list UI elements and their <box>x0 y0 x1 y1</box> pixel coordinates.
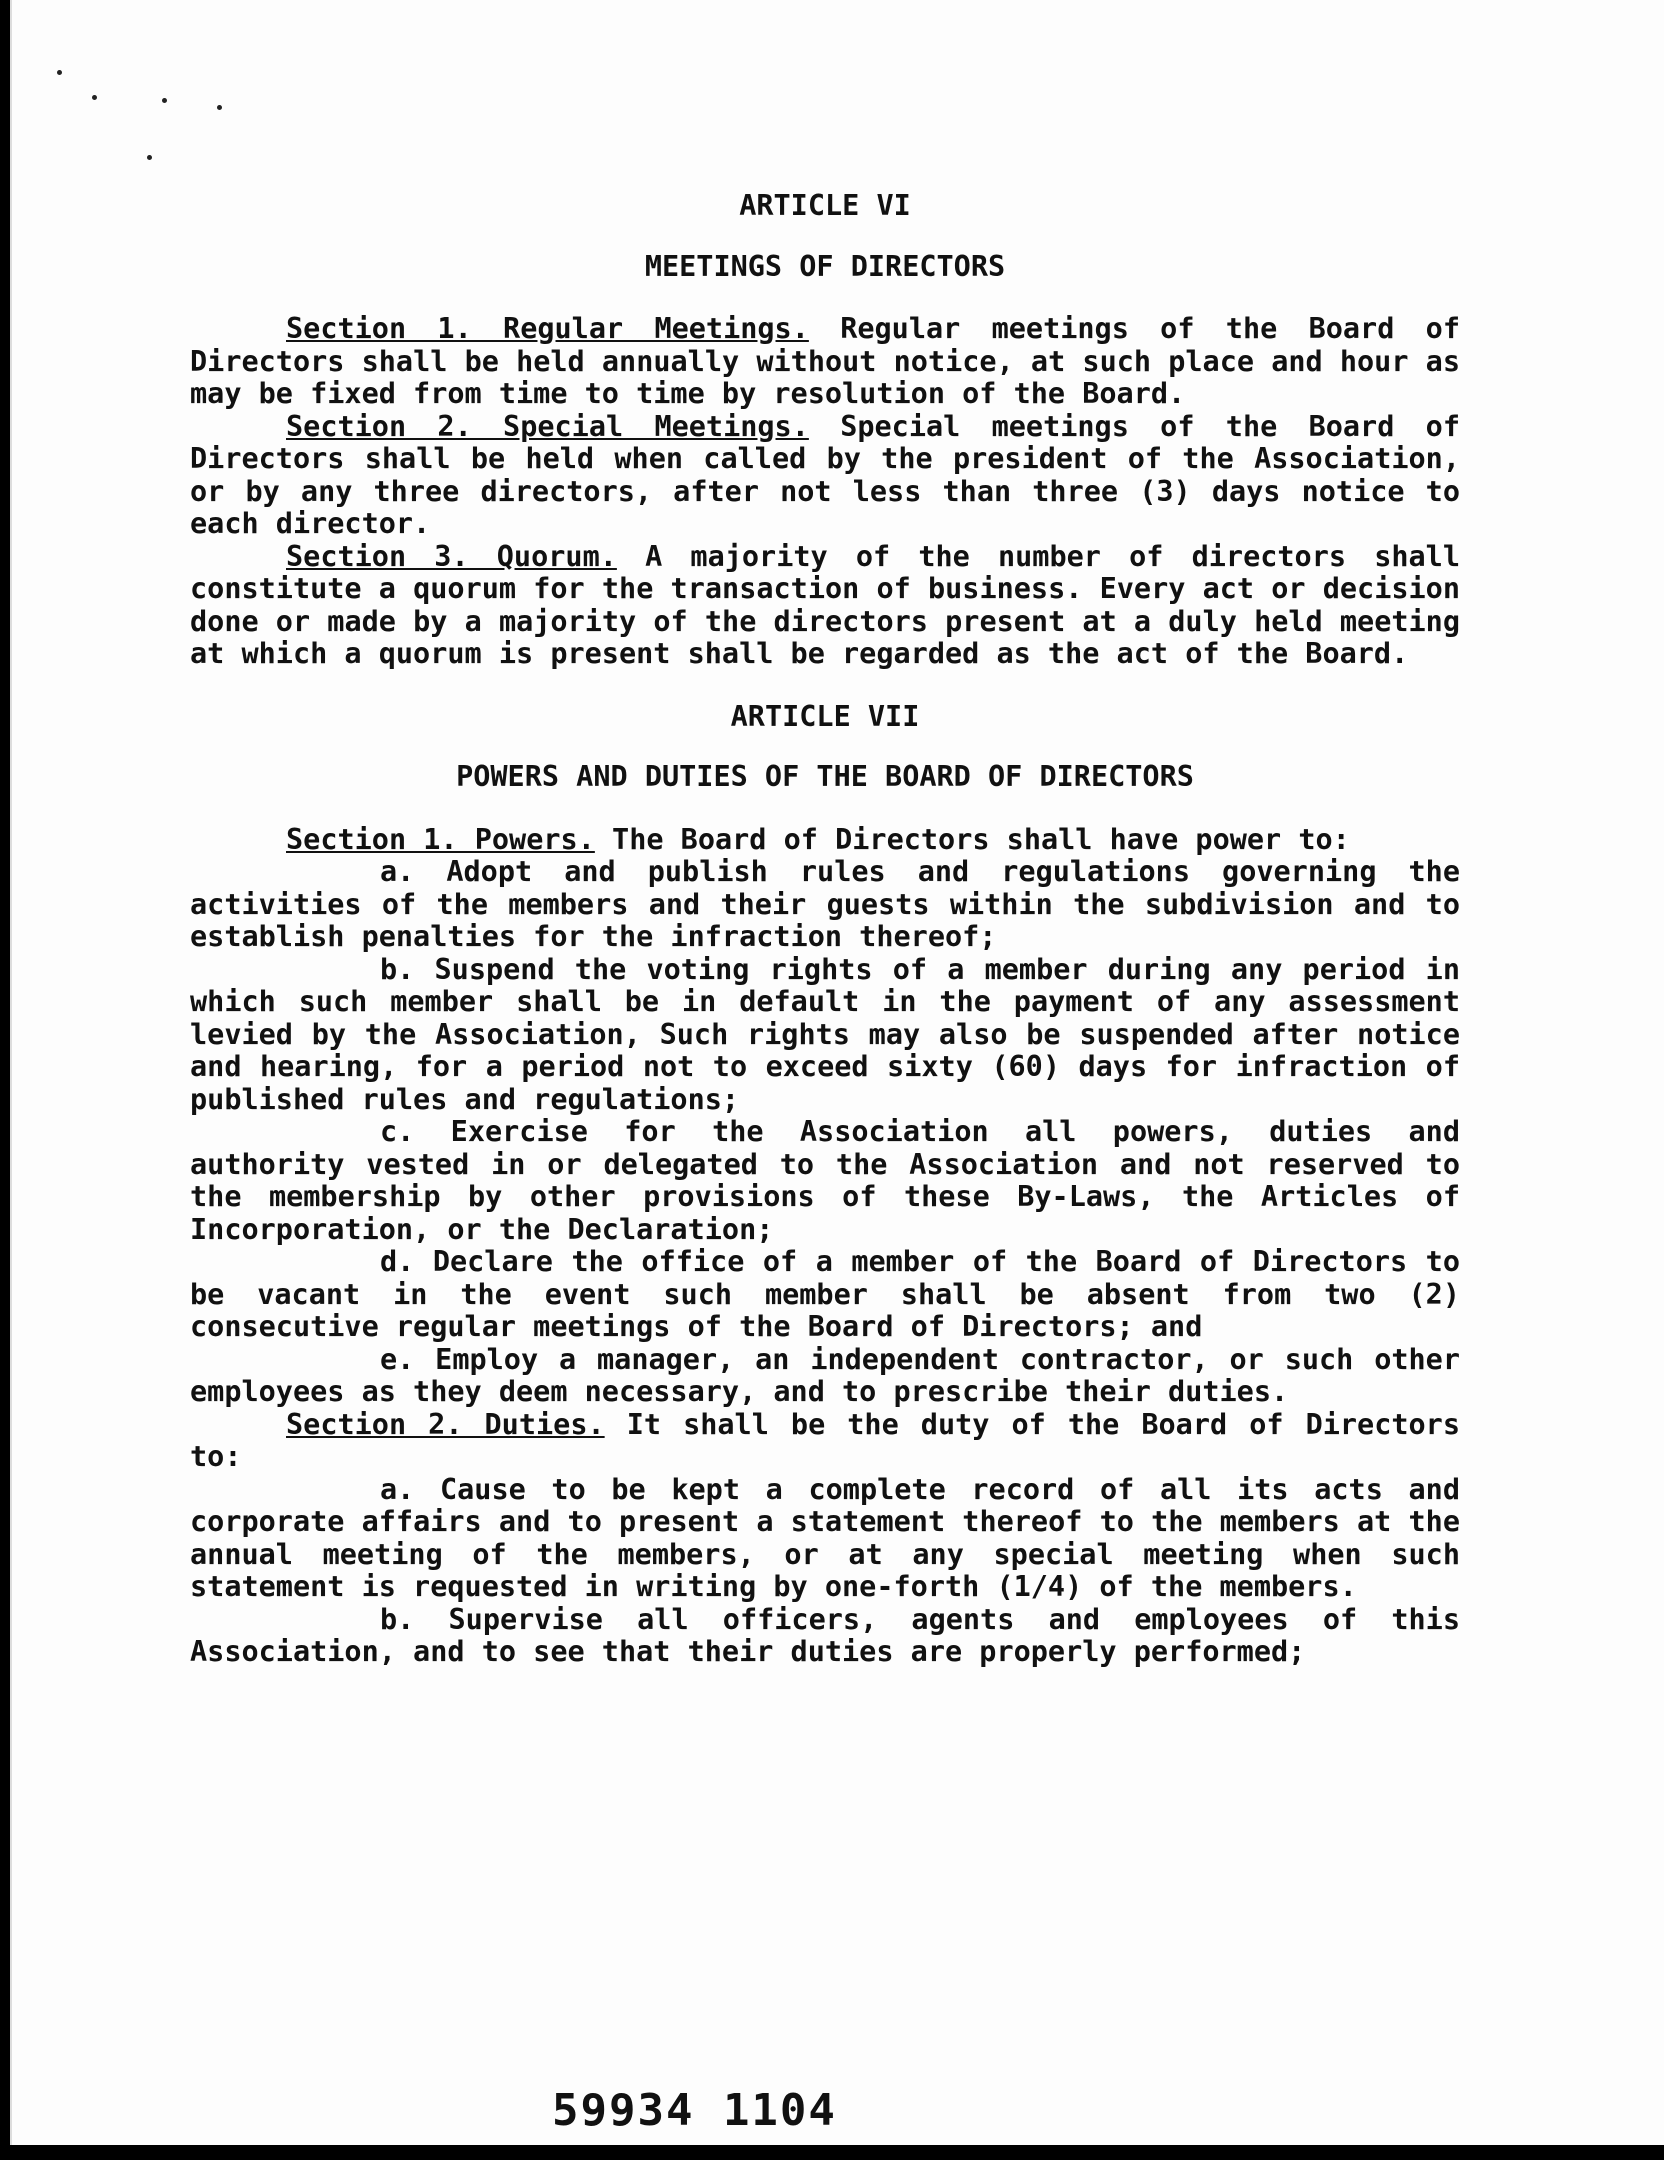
section-heading: Section 1. Powers. <box>286 822 595 856</box>
article-6-subtitle: MEETINGS OF DIRECTORS <box>644 249 1006 283</box>
article-7-section-1 <box>190 824 1460 857</box>
scan-speck <box>57 70 62 75</box>
powers-item-a: a. Adopt and publish rules and regulations governing the activities of the members and their guests within the subdivision and to establish penalties for the infraction thereof; <box>190 855 1460 953</box>
article-7-title: ARTICLE VII <box>730 699 920 733</box>
section-heading: Section 2. Special Meetings. <box>286 409 809 443</box>
scan-speck <box>217 105 222 110</box>
scan-speck <box>162 98 167 103</box>
article-7-section-2 <box>190 1409 1460 1474</box>
duties-item-b: b. Supervise all officers, agents and employees of this Association, and to see that their duties are properly performed; <box>190 1602 1460 1668</box>
article-6-section-1 <box>190 313 1460 411</box>
powers-item-c: c. Exercise for the Association all powers, duties and authority vested in or delegated to the Association and not reserved to the membership by other provisions of these By-Laws, the Articles of Incorporation, or the Declaration; <box>190 1115 1460 1246</box>
section-text: Special meetings of the Board of Directors shall be held when called by the president of the Association, or by any three directors, after not less than three (3) days notice to each director. <box>190 409 1460 540</box>
powers-item-b: b. Suspend the voting rights of a member during any period in which such member shall be in default in the payment of any assessment levied by the Association, Such rights may also be suspended after notice and hearing, for a period not to exceed sixty (60) days for infraction of published rules and regulations; <box>190 952 1460 1116</box>
section-heading: Section 3. Quorum. <box>286 539 617 573</box>
section-text: The Board of Directors shall have power to: <box>612 822 1350 856</box>
document-body <box>190 190 1460 1669</box>
section-text: It shall be the duty of the Board of Directors to: <box>190 1407 1460 1473</box>
document-page <box>10 0 1664 2145</box>
section-heading: Section 1. Regular Meetings. <box>286 312 809 345</box>
article-6-section-2 <box>190 411 1460 541</box>
section-text: Regular meetings of the Board of Directors shall be held annually without notice, at such place and hour as may be fixed from time to time by resolution of the Board. <box>190 312 1460 410</box>
duties-item-a: a. Cause to be kept a complete record of all its acts and corporate affairs and to present a statement thereof to the members at the annual meeting of the members, or at any special meeting when such statement is requested in writing by one-forth (1/4) of the members. <box>190 1472 1460 1603</box>
section-text: A majority of the number of directors shall constitute a quorum for the transaction of business. Every act or decision done or made by a majority of the directors present at a duly held meeting at which a quorum is present shall be regarded as the act of the Board. <box>190 539 1460 670</box>
article-6-title: ARTICLE VI <box>739 189 911 222</box>
article-7-subtitle: POWERS AND DUTIES OF THE BOARD OF DIRECTORS <box>456 760 1194 793</box>
powers-item-e: e. Employ a manager, an independent contractor, or such other employees as they deem necessary, and to prescribe their duties. <box>190 1342 1460 1408</box>
scan-speck <box>147 155 152 160</box>
scan-speck <box>92 95 97 100</box>
document-stamp-number: 59934 1104 <box>552 2085 837 2136</box>
section-heading: Section 2. Duties. <box>286 1407 605 1441</box>
article-6-section-3 <box>190 541 1460 671</box>
powers-item-d: d. Declare the office of a member of the Board of Directors to be vacant in the event such member shall be absent from two (2) consecutive regular meetings of the Board of Directors; and <box>190 1245 1460 1343</box>
